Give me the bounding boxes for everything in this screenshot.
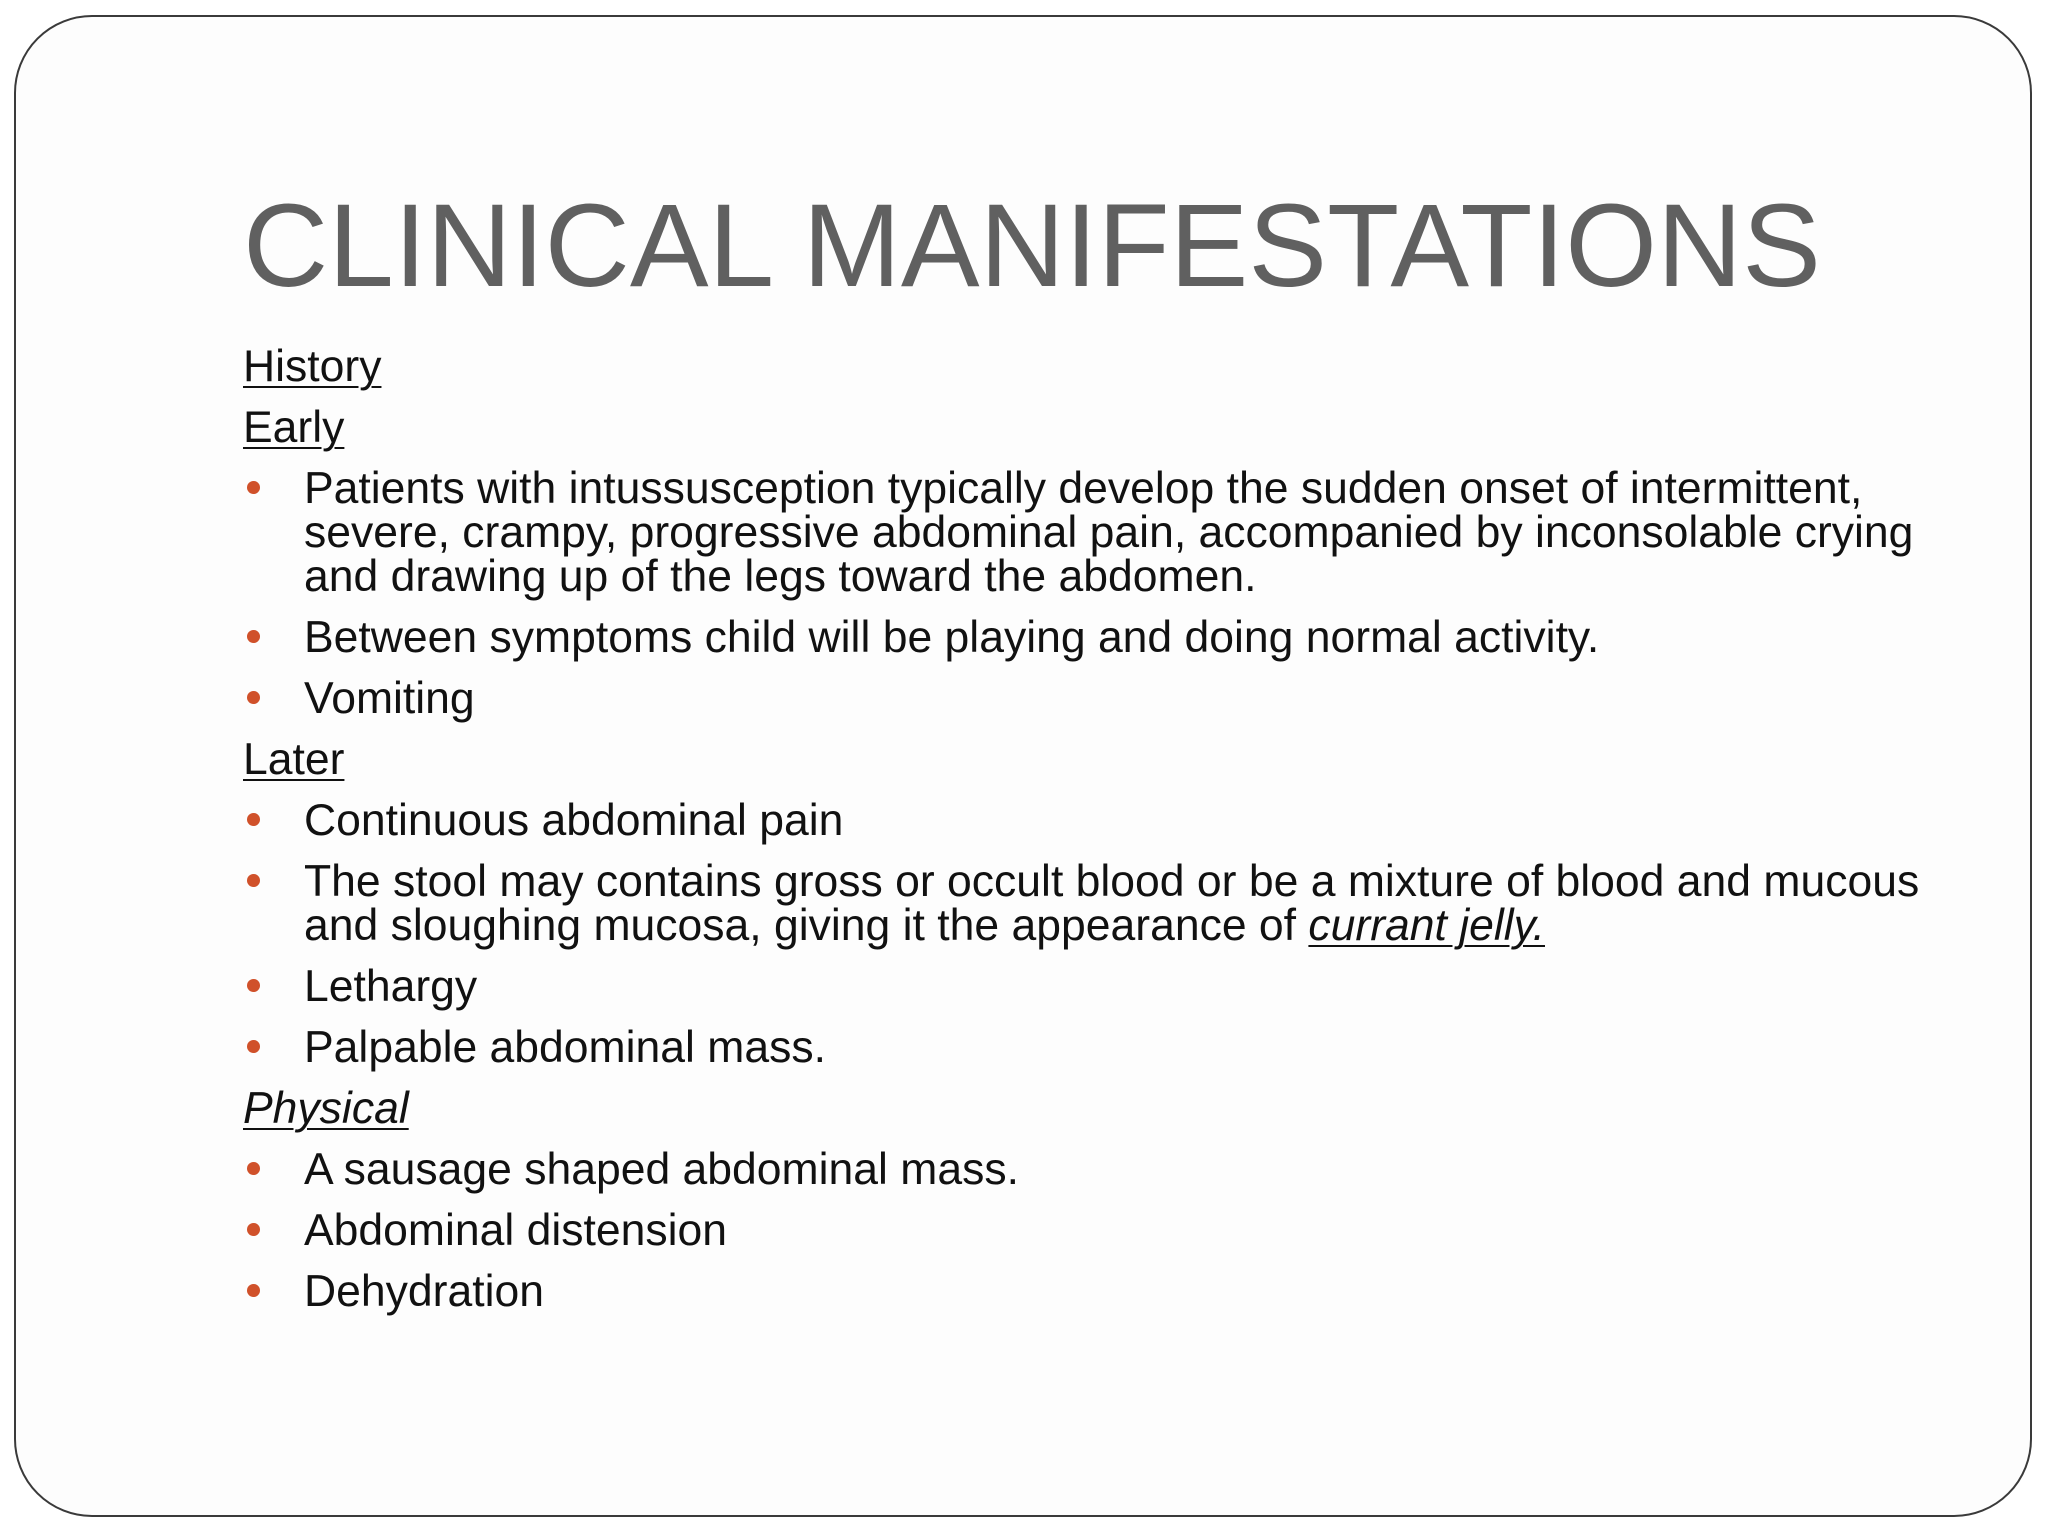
list-item-text: Vomiting bbox=[304, 674, 475, 723]
list-item bbox=[243, 1023, 1923, 1072]
currant-jelly-emphasis: currant jelly. bbox=[1308, 901, 1545, 950]
list-item-text: Continuous abdominal pain bbox=[304, 796, 844, 845]
list-item-text: The stool may contains gross or occult blood or be a mixture of blood and mucous and sloughing mucosa, giving it the appearance of bbox=[304, 857, 1920, 950]
list-item bbox=[243, 1145, 1923, 1194]
list-item bbox=[243, 1206, 1923, 1255]
list-item bbox=[243, 613, 1923, 662]
physical-heading: Physical bbox=[243, 1084, 409, 1133]
later-heading: Later bbox=[243, 735, 345, 784]
bullet-icon bbox=[247, 481, 260, 494]
list-item-text: Dehydration bbox=[304, 1267, 544, 1316]
slide-content bbox=[243, 342, 1923, 1331]
bullet-icon bbox=[247, 691, 260, 704]
early-list bbox=[243, 464, 1923, 723]
bullet-icon bbox=[247, 1284, 260, 1297]
list-item bbox=[243, 857, 1923, 950]
early-heading: Early bbox=[243, 403, 345, 452]
later-list bbox=[243, 796, 1923, 1072]
list-item-text: Patients with intussusception typically develop the sudden onset of intermittent, severe, crampy, progressive abdominal pain, accompanied by inconsolable crying and drawing up of the legs toward the abdomen. bbox=[304, 464, 1914, 601]
list-item-text: Between symptoms child will be playing and doing normal activity. bbox=[304, 613, 1600, 662]
history-heading: History bbox=[243, 342, 382, 391]
bullet-icon bbox=[247, 813, 260, 826]
list-item-text: Palpable abdominal mass. bbox=[304, 1023, 826, 1072]
physical-list bbox=[243, 1145, 1923, 1316]
bullet-icon bbox=[247, 979, 260, 992]
list-item-text: A sausage shaped abdominal mass. bbox=[304, 1145, 1019, 1194]
list-item bbox=[243, 674, 1923, 723]
bullet-icon bbox=[247, 630, 260, 643]
list-item bbox=[243, 962, 1923, 1011]
list-item-text: Lethargy bbox=[304, 962, 478, 1011]
list-item-text: Abdominal distension bbox=[304, 1206, 728, 1255]
slide-title: CLINICAL MANIFESTATIONS bbox=[243, 180, 1821, 312]
list-item bbox=[243, 1267, 1923, 1316]
list-item bbox=[243, 796, 1923, 845]
bullet-icon bbox=[247, 1162, 260, 1175]
slide bbox=[14, 15, 2032, 1517]
bullet-icon bbox=[247, 874, 260, 887]
bullet-icon bbox=[247, 1223, 260, 1236]
bullet-icon bbox=[247, 1040, 260, 1053]
list-item bbox=[243, 464, 1923, 601]
